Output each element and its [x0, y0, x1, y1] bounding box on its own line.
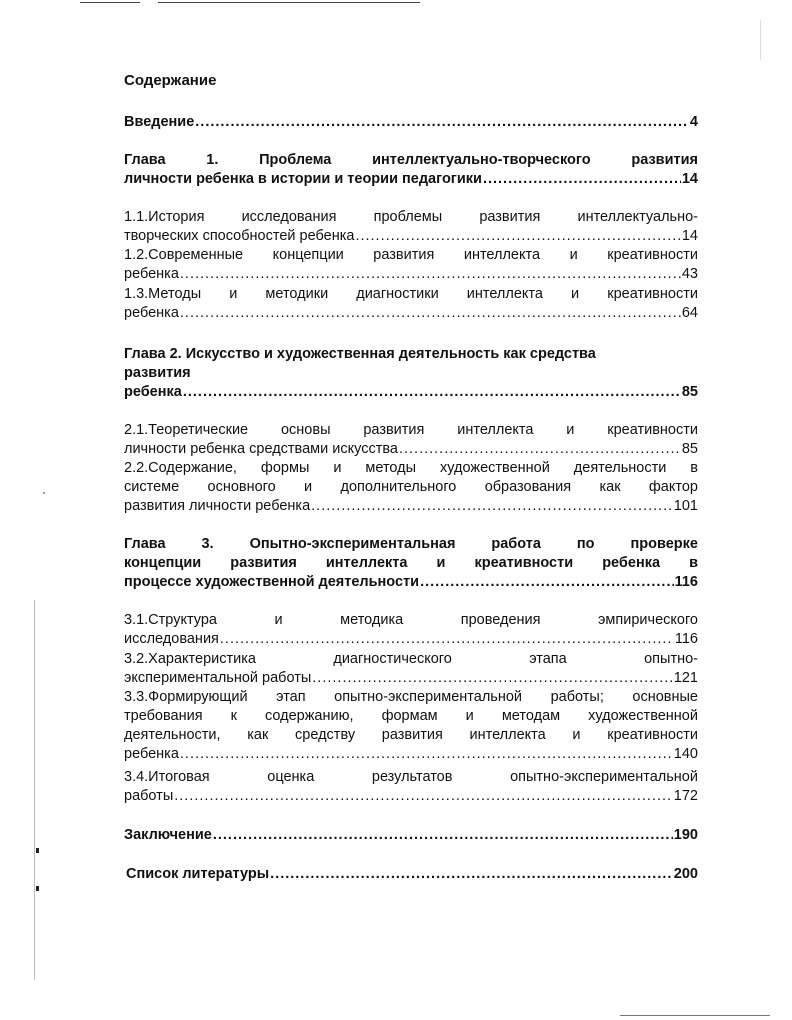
scan-artifact-dot [43, 492, 45, 494]
toc-entry-label: Список литературы [126, 866, 270, 882]
toc-entry-label: личности ребенка в истории и теории педагогики [124, 171, 482, 187]
toc-section-2-2[interactable]: 2.2.Содержание, формы и методы художественной деятельности в системе основного и дополнительного образования как фактор развития личности ребенка ..... 101 [124, 459, 698, 516]
toc-chapter-title-line: Глава 2. Искусство и художественная деятельность как средства [124, 346, 596, 362]
dot-leader [183, 383, 681, 402]
scan-artifact-line [620, 1015, 770, 1016]
toc-page-number: 121 [673, 670, 698, 686]
toc-chapter-title-line: Глава 1. Проблема интеллектуально-творческого развития [124, 152, 698, 168]
dot-leader [420, 573, 674, 592]
scan-artifact-line [80, 2, 140, 3]
toc-page-number: 116 [674, 574, 698, 590]
dot-leader [180, 265, 681, 284]
toc-page-number: 200 [673, 866, 698, 882]
toc-page-number: 172 [673, 788, 698, 804]
toc-entry-intro[interactable] [124, 113, 698, 132]
dot-leader [312, 669, 673, 688]
toc-section-3-4[interactable]: 3.4.Итоговая оценка результатов опытно-экспериментальной работы ..... 172 [124, 768, 698, 806]
toc-chapter-1[interactable] [124, 151, 698, 189]
dot-leader [213, 826, 673, 845]
toc-page-number: 85 [681, 441, 698, 457]
toc-section-1-2[interactable]: 1.2.Современные концепции развития интеллекта и креативности ребенка ..... 43 [124, 246, 698, 284]
toc-entry-conclusion[interactable] [124, 826, 698, 845]
toc-page-number: 14 [681, 228, 698, 244]
toc-page-number: 14 [681, 171, 698, 187]
toc-chapter-title-line: развития [124, 365, 191, 381]
toc-entry-label: Введение [124, 114, 195, 130]
toc-section-2-1[interactable]: 2.1.Теоретические основы развития интеллекта и креативности личности ребенка средствами искусства ..... 85 [124, 421, 698, 459]
toc-section-3-2[interactable]: 3.2.Характеристика диагностического этапа опытно- экспериментальной работы ..... 121 [124, 650, 698, 688]
scan-artifact-line [760, 20, 761, 60]
toc-chapter-title-line: Глава 3. Опытно-экспериментальная работа по проверке [124, 536, 698, 552]
dot-leader [180, 304, 681, 323]
dot-leader [180, 745, 673, 764]
toc-chapter-3[interactable] [124, 535, 698, 592]
toc-page-number: 140 [673, 746, 698, 762]
toc-section-1-3[interactable]: 1.3.Методы и методики диагностики интеллекта и креативности ребенка ..... 64 [124, 285, 698, 323]
dot-leader [355, 227, 680, 246]
toc-section-1-1[interactable]: 1.1.История исследования проблемы развития интеллектуально- творческих способностей ребенка ..... 14 [124, 208, 698, 246]
scan-artifact-line [34, 600, 35, 980]
dot-leader [399, 440, 681, 459]
toc-section-3-3[interactable]: 3.3.Формирующий этап опытно-экспериментальной работы; основные требования к содержанию, формам и методам художественной деятельности, как средству развития интеллекта и креативности ребенка ..... 140 [124, 688, 698, 764]
toc-entry-label: Заключение [124, 827, 212, 843]
toc-entry-label: ребенка [124, 384, 182, 400]
dot-leader [220, 630, 674, 649]
toc-chapter-2[interactable] [124, 345, 698, 402]
toc-page-number: 190 [673, 827, 698, 843]
toc-page-number: 64 [681, 305, 698, 321]
dot-leader [270, 865, 673, 884]
toc-title: Содержание [124, 72, 217, 89]
toc-page-number: 101 [673, 498, 698, 514]
dot-leader [311, 497, 673, 516]
toc-page-number: 85 [681, 384, 698, 400]
scan-artifact-dot [36, 848, 39, 853]
toc-entry-label: процессе художественной деятельности [124, 574, 420, 590]
scan-artifact-dot [36, 886, 39, 891]
toc-page-number: 4 [689, 114, 698, 130]
toc-section-3-1[interactable]: 3.1.Структура и методика проведения эмпирического исследования ..... 116 [124, 611, 698, 649]
dot-leader [483, 170, 681, 189]
scan-artifact-line [158, 2, 420, 3]
dot-leader [195, 113, 689, 132]
dot-leader [174, 787, 673, 806]
toc-entry-references[interactable] [126, 865, 698, 884]
toc-page-number: 116 [674, 631, 698, 647]
toc-page-number: 43 [681, 266, 698, 282]
toc-chapter-title-line: концепции развития интеллекта и креативности ребенка в [124, 555, 698, 571]
